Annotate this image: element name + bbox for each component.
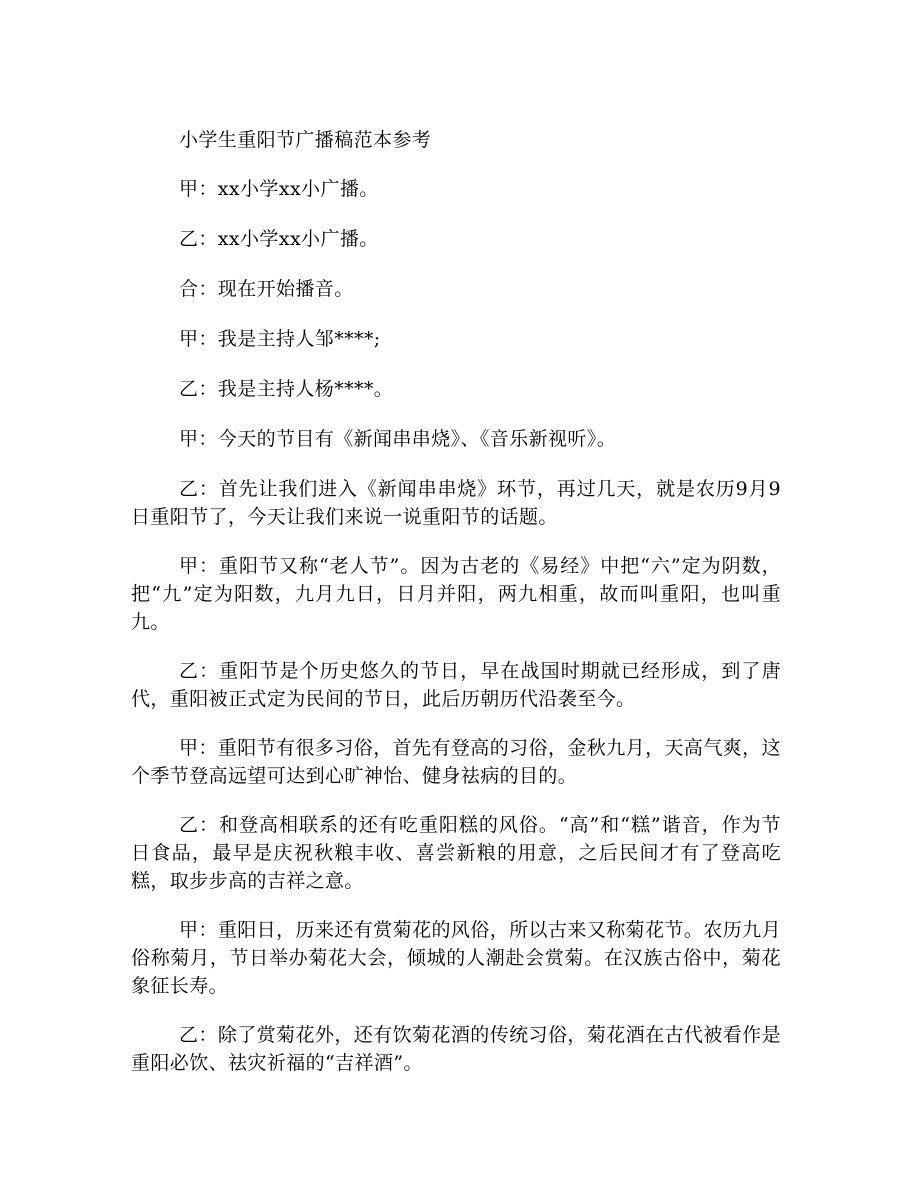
paragraph: 甲：我是主持人邹****; — [179, 328, 381, 350]
paragraph: 合：现在开始播音。 — [179, 278, 354, 300]
document-body — [131, 126, 781, 1098]
document-title: 小学生重阳节广播稿范本参考 — [179, 129, 432, 151]
paragraph: 甲：重阳节又称“老人节”。因为古老的《易经》中把“六”定为阴数，把“九”定为阳数，九月九日，日月并阳，两九相重，故而叫重阳，也叫重九。 — [131, 555, 781, 633]
paragraph: 甲：今天的节目有《新闻串串烧》、《音乐新视听》。 — [179, 428, 617, 450]
paragraph: 甲：重阳日，历来还有赏菊花的风俗，所以古来又称菊花节。农历九月俗称菊月，节日举办菊花大会，倾城的人潮赴会赏菊。在汉族古俗中，菊花象征长寿。 — [131, 919, 781, 997]
paragraph: 乙：重阳节是个历史悠久的节日，早在战国时期就已经形成，到了唐代，重阳被正式定为民间的节日，此后历朝历代沿袭至今。 — [131, 660, 781, 710]
paragraph: 乙：xx小学xx小广播。 — [179, 228, 379, 250]
paragraph: 甲：重阳节有很多习俗，首先有登高的习俗，金秋九月，天高气爽，这个季节登高远望可达到心旷神怡、健身祛病的目的。 — [131, 737, 781, 787]
paragraph: 乙：首先让我们进入《新闻串串烧》环节，再过几天，就是农历9月9日重阳节了，今天让我们来说一说重阳节的话题。 — [131, 478, 781, 528]
paragraph: 乙：我是主持人杨****。 — [179, 378, 394, 400]
paragraph: 乙：和登高相联系的还有吃重阳糕的风俗。“高”和“糕”谐音，作为节日食品，最早是庆祝秋粮丰收、喜尝新粮的用意，之后民间才有了登高吃糕，取步步高的吉祥之意。 — [131, 814, 781, 892]
paragraph: 甲：xx小学xx小广播。 — [179, 178, 379, 200]
paragraph: 乙：除了赏菊花外，还有饮菊花酒的传统习俗，菊花酒在古代被看作是重阳必饮、祛灾祈福的“吉祥酒”。 — [131, 1024, 781, 1074]
